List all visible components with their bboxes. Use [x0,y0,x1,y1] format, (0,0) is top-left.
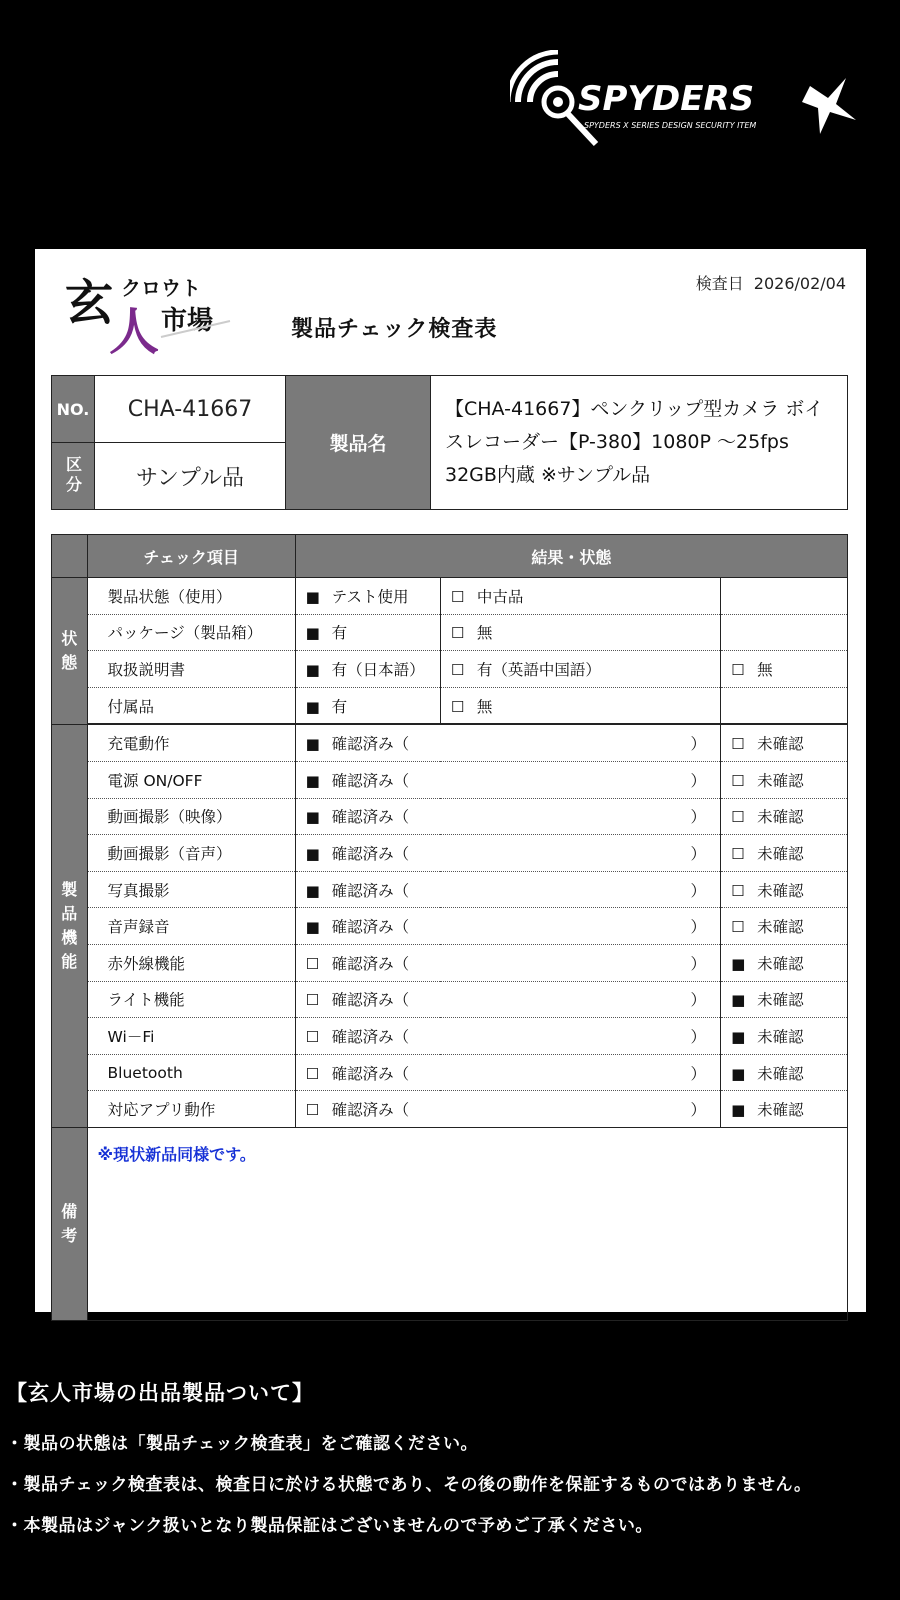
checked-box-icon: ■ [305,697,320,716]
header-result: 結果・状態 [295,535,847,578]
state-option-1 [295,614,440,651]
state-item-label: 付属品 [87,687,295,724]
checked-box-icon: ■ [731,1101,746,1120]
option-label: 確認済み（ [331,735,410,754]
function-item-label: 対応アプリ動作 [87,1091,295,1128]
state-row [52,614,848,651]
unconfirmed-option [721,1054,848,1091]
footer-line: ・製品チェック検査表は、検査日に於ける状態であり、その後の動作を保証するものではありません。 [6,1475,812,1495]
state-option-2 [440,614,720,651]
header-check-item: チェック項目 [87,535,295,578]
state-option-3 [721,614,848,651]
option-label: 有 [331,697,348,716]
product-name-value: 【CHA-41667】ペンクリップ型カメラ ボイスレコーダー【P-380】1080P ～25fps 32GB内蔵 ※サンプル品 [431,376,848,510]
state-group-label [52,578,88,725]
remarks-row [52,1127,848,1320]
unchecked-box-icon: ☐ [450,660,465,679]
state-option-2 [440,651,720,688]
svg-text:市場: 市場 [161,306,214,336]
function-item-label: 赤外線機能 [87,944,295,981]
checked-box-icon: ■ [731,1027,746,1046]
unchecked-box-icon: ☐ [731,660,745,679]
option-label: 無 [476,697,493,716]
function-item-label: 写真撮影 [87,871,295,908]
unchecked-box-icon: ☐ [731,808,745,827]
confirmed-close-paren: ） [690,918,707,937]
product-info-table [51,375,848,510]
inspection-date [696,271,846,294]
checked-box-icon: ■ [305,771,320,790]
checked-box-icon: ■ [305,844,320,863]
option-label: 確認済み（ [331,1027,410,1046]
option-label: 無 [757,660,773,679]
state-option-3 [721,578,848,615]
state-item-label: 製品状態（使用） [87,578,295,615]
unchecked-box-icon: ☐ [731,844,745,863]
kurouto-ichiba-logo [65,263,235,363]
function-item-label: ライト機能 [87,981,295,1018]
function-row [52,908,848,945]
function-row [52,1018,848,1055]
category-value: サンプル品 [95,443,286,510]
footer-line: ・製品の状態は「製品チェック検査表」をご確認ください。 [6,1434,478,1454]
confirmed-option [295,981,720,1018]
option-label: 未確認 [757,918,804,937]
unchecked-box-icon: ☐ [450,697,465,716]
option-label: 未確認 [757,1101,804,1120]
option-label: 未確認 [757,771,804,790]
logo-text: SPYDERS [578,79,755,119]
function-row [52,1091,848,1128]
category-label: 区分 [52,443,95,510]
option-label: 未確認 [757,808,804,827]
state-item-label: 取扱説明書 [87,651,295,688]
confirmed-close-paren: ） [690,954,707,973]
checked-box-icon: ■ [305,587,320,606]
function-row [52,835,848,872]
unconfirmed-option [721,761,848,798]
confirmed-option [295,871,720,908]
function-row [52,871,848,908]
option-label: 未確認 [757,1027,804,1046]
sheet-title: 製品チェック検査表 [291,317,498,342]
function-group-text: 製品機能 [61,879,78,971]
option-label: 無 [476,624,493,643]
state-row [52,578,848,615]
option-label: 確認済み（ [331,808,410,827]
confirmed-close-paren: ） [690,844,707,863]
unconfirmed-option [721,871,848,908]
option-label: 確認済み（ [331,881,410,900]
unchecked-box-icon: ☐ [305,1101,320,1120]
checked-box-icon: ■ [305,660,320,679]
footer-line: ・本製品はジャンク扱いとなり製品保証はございませんので予めご了承ください。 [6,1516,653,1536]
confirmed-close-paren: ） [690,771,707,790]
confirmed-option [295,1018,720,1055]
function-group-label [52,724,88,1127]
unconfirmed-option [721,981,848,1018]
footer-notice [6,1377,812,1552]
unconfirmed-option [721,944,848,981]
option-label: 未確認 [757,844,804,863]
unchecked-box-icon: ☐ [305,954,320,973]
confirmed-option [295,1054,720,1091]
state-item-label: パッケージ（製品箱） [87,614,295,651]
confirmed-close-paren: ） [690,1101,707,1120]
confirmed-close-paren: ） [690,991,707,1010]
confirmed-close-paren: ） [690,1027,707,1046]
function-row [52,944,848,981]
checked-box-icon: ■ [305,808,320,827]
state-group-text: 状態 [61,628,78,672]
checked-box-icon: ■ [305,918,320,937]
confirmed-option [295,835,720,872]
remarks-group-label [52,1127,88,1320]
product-name-label: 製品名 [286,376,431,510]
function-item-label: 音声録音 [87,908,295,945]
function-item-label: 動画撮影（映像） [87,798,295,835]
confirmed-option [295,761,720,798]
function-row [52,724,848,761]
unconfirmed-option [721,1091,848,1128]
checked-box-icon: ■ [731,1064,746,1083]
no-label: NO. [52,376,95,443]
unchecked-box-icon: ☐ [731,735,745,754]
function-row [52,1054,848,1091]
unchecked-box-icon: ☐ [305,1064,320,1083]
unchecked-box-icon: ☐ [450,624,465,643]
option-label: 未確認 [757,954,804,973]
state-row [52,687,848,724]
option-label: テスト使用 [331,587,409,606]
option-label: 確認済み（ [331,1064,410,1083]
header-spacer [52,535,88,578]
checked-box-icon: ■ [731,991,746,1010]
remarks-text: ※現状新品同様です。 [97,1144,256,1164]
state-option-2 [440,687,720,724]
option-label: 確認済み（ [331,954,410,973]
unconfirmed-option [721,1018,848,1055]
function-item-label: Bluetooth [87,1054,295,1091]
unconfirmed-option [721,908,848,945]
confirmed-close-paren: ） [690,881,707,900]
option-label: 確認済み（ [331,918,410,937]
confirmed-option [295,798,720,835]
svg-text:クロウト: クロウト [121,276,201,300]
unconfirmed-option [721,798,848,835]
state-option-3 [721,651,848,688]
option-label: 未確認 [757,1064,804,1083]
function-item-label: 電源 ON/OFF [87,761,295,798]
unchecked-box-icon: ☐ [450,587,465,606]
unconfirmed-option [721,835,848,872]
remarks-group-text: 備考 [61,1201,78,1245]
checked-box-icon: ■ [731,954,746,973]
unchecked-box-icon: ☐ [305,991,320,1010]
state-option-2 [440,578,720,615]
svg-text:玄: 玄 [65,275,114,331]
state-option-1 [295,687,440,724]
option-label: 未確認 [757,881,804,900]
option-label: 確認済み（ [331,991,410,1010]
option-label: 中古品 [476,587,524,606]
confirmed-close-paren: ） [690,808,707,827]
option-label: 有 [331,624,348,643]
state-row [52,651,848,688]
option-label: 確認済み（ [331,1101,410,1120]
option-label: 確認済み（ [331,844,410,863]
spyders-logo [510,50,870,150]
logo-subtext: SPYDERS X SERIES DESIGN SECURITY ITEM [584,121,757,130]
remarks-box [87,1127,847,1320]
state-option-1 [295,578,440,615]
option-label: 確認済み（ [331,771,410,790]
option-label: 有（日本語） [331,660,425,679]
checked-box-icon: ■ [305,735,320,754]
confirmed-option [295,908,720,945]
option-label: 有（英語中国語） [476,660,601,679]
confirmed-option [295,944,720,981]
check-sheet [35,249,866,1312]
state-option-3 [721,687,848,724]
no-value: CHA-41667 [95,376,286,443]
confirmed-close-paren: ） [690,1064,707,1083]
confirmed-option [295,724,720,761]
unchecked-box-icon: ☐ [305,1027,320,1046]
function-item-label: 充電動作 [87,724,295,761]
function-row [52,798,848,835]
inspection-date-value: 2026/02/04 [753,274,846,293]
svg-text:人: 人 [109,303,159,361]
inspection-date-label: 検査日 [695,274,744,293]
footer-heading: 【玄人市場の出品製品ついて】 [6,1381,314,1405]
option-label: 未確認 [757,991,804,1010]
unchecked-box-icon: ☐ [731,881,745,900]
checked-box-icon: ■ [305,881,320,900]
function-row [52,761,848,798]
checked-box-icon: ■ [305,624,320,643]
check-table [51,534,848,1321]
function-item-label: 動画撮影（音声） [87,835,295,872]
state-option-1 [295,651,440,688]
unchecked-box-icon: ☐ [731,918,745,937]
option-label: 未確認 [757,735,804,754]
unchecked-box-icon: ☐ [731,771,745,790]
confirmed-option [295,1091,720,1128]
confirmed-close-paren: ） [690,735,707,754]
unconfirmed-option [721,724,848,761]
function-item-label: Wi－Fi [87,1018,295,1055]
function-row [52,981,848,1018]
